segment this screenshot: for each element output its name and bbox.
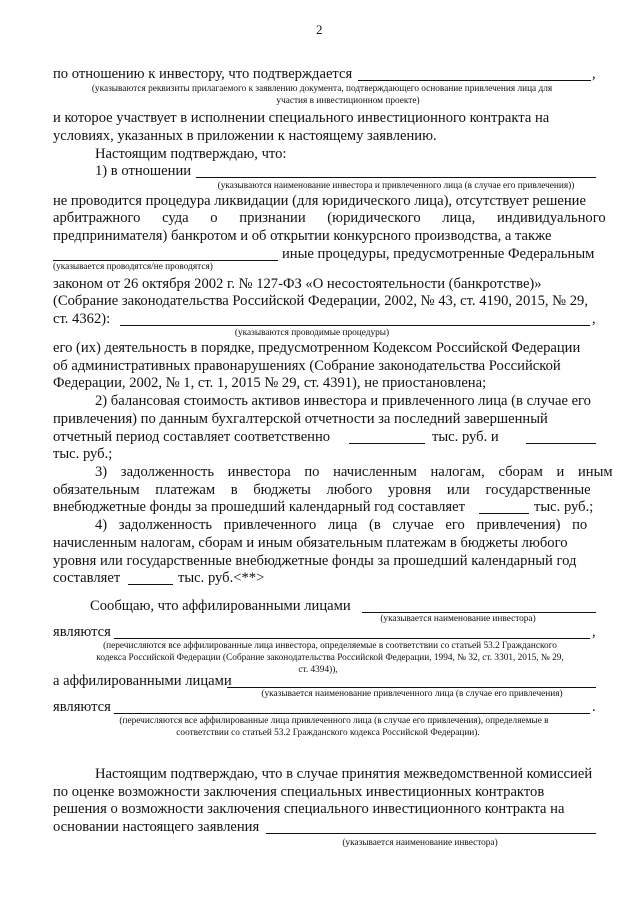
blank-line bbox=[128, 584, 173, 585]
text-line: законом от 26 октября 2002 г. № 127-ФЗ «О несостоятельности (банкротстве)» bbox=[53, 276, 542, 292]
text-line: составляет bbox=[53, 570, 121, 586]
text-line: тыс. руб.; bbox=[534, 499, 594, 515]
justified-text: и которое участвует в исполнении специального инвестиционного контракта на bbox=[53, 110, 550, 126]
blank-line bbox=[349, 443, 425, 444]
blank-line bbox=[114, 713, 590, 714]
page-number: 2 bbox=[316, 22, 323, 37]
blank-line bbox=[358, 80, 591, 81]
text-line: Настоящим подтверждаю, что в случае принятия межведомственной комиссией bbox=[95, 766, 593, 782]
text-line: основании настоящего заявления bbox=[53, 819, 260, 835]
text-line: внебюджетные фонды за прошедший календарный год составляет bbox=[53, 499, 465, 515]
caption: (указывается наименование инвестора) bbox=[380, 614, 536, 624]
text-line: Настоящим подтверждаю, что: bbox=[95, 146, 287, 162]
text-line: 1) в отношении bbox=[95, 163, 192, 179]
text-line: по оценке возможности заключения специальных инвестиционных контрактов bbox=[53, 784, 545, 800]
text-line: тыс. руб.<**> bbox=[178, 570, 265, 586]
caption: участия в инвестиционном проекте) bbox=[276, 96, 420, 106]
blank-line bbox=[266, 833, 596, 834]
text-line: условиях, указанных в приложении к настоящему заявлению. bbox=[53, 128, 437, 144]
caption: кодекса Российской Федерации (Собрание законодательства Российской Федерации, 1994, № 32, ст. 3301, 2015, № 29, bbox=[96, 653, 564, 663]
caption: (перечисляются все аффилированные лица привлеченного лица (в случае его привлечения), определяемые в bbox=[119, 716, 549, 726]
blank-line bbox=[479, 513, 529, 514]
blank-line bbox=[196, 177, 596, 178]
caption: (указывается проводятся/не проводятся) bbox=[53, 262, 213, 272]
text-line: об административных правонарушениях (Собрание законодательства Российской bbox=[53, 358, 561, 374]
blank-line bbox=[227, 687, 596, 688]
text-line: , bbox=[592, 66, 596, 82]
caption: (указывается наименование инвестора) bbox=[342, 838, 498, 848]
blank-line bbox=[362, 612, 596, 613]
blank-line bbox=[120, 325, 590, 326]
caption: (указывается наименование привлеченного лица (в случае его привлечения) bbox=[261, 689, 563, 699]
text-line: арбитражного суда о признании (юридического лица, индивидуального bbox=[53, 210, 606, 226]
text-line: предпринимателя) банкротом и об открытии конкурсного производства, а также bbox=[53, 228, 552, 244]
text-line: тыс. руб.; bbox=[53, 446, 113, 462]
text-line: привлечения) по данным бухгалтерской отчетности за последний завершенный bbox=[53, 411, 548, 427]
text-line: обязательным платежам в бюджеты любого уровня или государственные bbox=[53, 482, 591, 498]
blank-line bbox=[114, 638, 590, 639]
text-line: Сообщаю, что аффилированными лицами bbox=[90, 598, 351, 614]
text-line bbox=[53, 110, 596, 127]
text-line: являются bbox=[53, 624, 111, 640]
caption: (указываются реквизиты прилагаемого к заявлению документа, подтверждающего основание привлечения лица для bbox=[91, 84, 553, 94]
text-line: 3) задолженность инвестора по начисленным налогам, сборам и иным bbox=[95, 464, 613, 480]
text-line: отчетный период составляет соответственно bbox=[53, 429, 331, 445]
caption: соответствии со статьей 53.2 Гражданского кодекса Российской Федерации). bbox=[176, 728, 480, 738]
text-line: уровня или государственные внебюджетные фонды за прошедший календарный год bbox=[53, 553, 577, 569]
text-line: решения о возможности заключения специального инвестиционного контракта на bbox=[53, 801, 565, 817]
text-line: 2) балансовая стоимость активов инвестора и привлеченного лица (в случае его bbox=[95, 393, 591, 409]
text-line: 4) задолженность привлеченного лица (в случае его привлечения) по bbox=[95, 517, 588, 533]
text-line: не проводится процедура ликвидации (для юридического лица), отсутствует решение bbox=[53, 193, 586, 209]
blank-line bbox=[526, 443, 596, 444]
text-line: его (их) деятельность в порядке, предусмотренном Кодексом Российской Федерации bbox=[53, 340, 581, 356]
text-line: . bbox=[592, 699, 596, 715]
text-line: иные процедуры, предусмотренные Федеральным bbox=[282, 246, 595, 262]
text-line: тыс. руб. и bbox=[432, 429, 499, 445]
blank-line bbox=[53, 260, 278, 261]
caption: (указываются проводимые процедуры) bbox=[234, 328, 390, 338]
text-line: начисленным налогам, сборам и иным обязательным платежам в бюджеты любого bbox=[53, 535, 568, 551]
text-line: , bbox=[592, 624, 596, 640]
text-line: (Собрание законодательства Российской Федерации, 2002, № 43, ст. 4190, 2015, № 29, bbox=[53, 293, 588, 309]
caption: (указываются наименование инвестора и привлеченного лица (в случае его привлечения)) bbox=[217, 181, 575, 191]
text-line: по отношению к инвестору, что подтверждается bbox=[53, 66, 353, 82]
text-line: являются bbox=[53, 699, 111, 715]
caption: ст. 4394)), bbox=[298, 665, 338, 675]
text-line: а аффилированными лицами bbox=[53, 673, 232, 689]
text-line: Федерации, 2002, № 1, ст. 1, 2015 № 29, ст. 4391), не приостановлена; bbox=[53, 375, 487, 391]
text-line: , bbox=[592, 311, 596, 327]
text-line: ст. 4362): bbox=[53, 311, 111, 327]
caption: (перечисляются все аффилированные лица инвестора, определяемые в соответствии со статьей 53.2 Гражданского bbox=[103, 641, 557, 651]
